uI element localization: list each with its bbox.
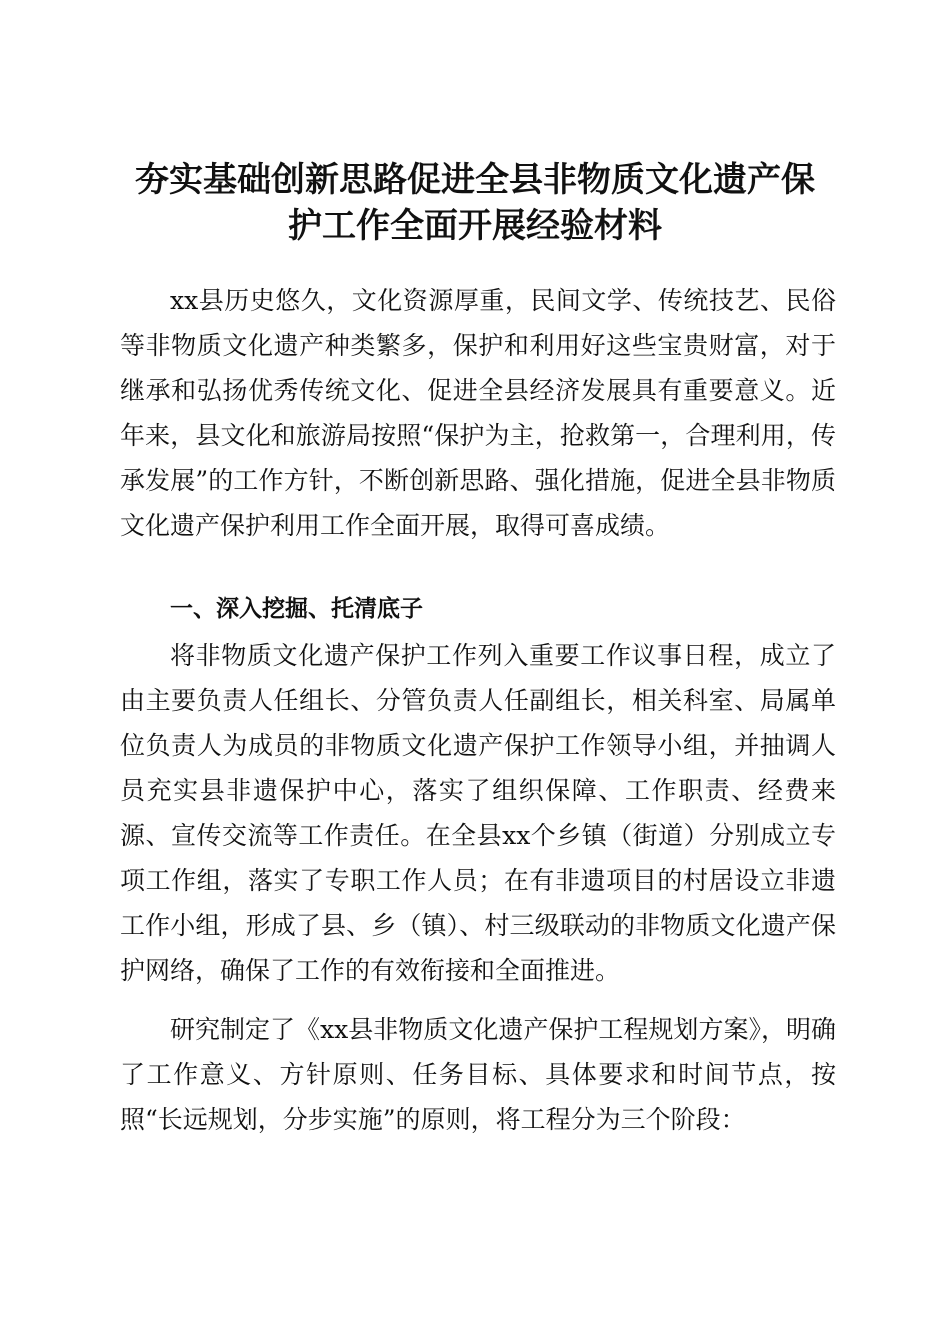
section-1-paragraph-block-2 <box>120 1007 836 1142</box>
paragraph-organization: 将非物质文化遗产保护工作列入重要工作议事日程，成立了由主要负责人任组长、分管负责人任副组长，相关科室、局属单位负责人为成员的非物质文化遗产保护工作领导小组，并抽调人员充实县非遗保护中心，落实了组织保障、工作职责、经费来源、宣传交流等工作责任。在全县xx个乡镇（街道）分别成立专项工作组，落实了专职工作人员；在有非遗项目的村居设立非遗工作小组，形成了县、乡（镇）、村三级联动的非物质文化遗产保护网络，确保了工作的有效衔接和全面推进。 <box>120 641 836 985</box>
section-1-paragraph-block <box>120 633 836 993</box>
paragraph-intro: xx县历史悠久，文化资源厚重，民间文学、传统技艺、民俗等非物质文化遗产种类繁多，保护和利用好这些宝贵财富，对于继承和弘扬优秀传统文化、促进全县经济发展具有重要意义。近年来，县文化和旅游局按照“保护为主，抢救第一，合理利用，传承发展”的工作方针，不断创新思路、强化措施，促进全县非物质文化遗产保护利用工作全面开展，取得可喜成绩。 <box>120 286 836 540</box>
paragraph-plan: 研究制定了《xx县非物质文化遗产保护工程规划方案》，明确了工作意义、方针原则、任务目标、具体要求和时间节点，按照“长远规划，分步实施”的原则，将工程分为三个阶段： <box>120 1015 836 1134</box>
title-line-1: 夯实基础创新思路促进全县非物质文化遗产保 <box>135 159 815 200</box>
title-line-2: 护工作全面开展经验材料 <box>288 205 662 246</box>
document-title <box>100 157 850 249</box>
section-heading-1: 一、深入挖掘、托清底子 <box>170 596 423 622</box>
intro-paragraph-block <box>120 278 836 548</box>
